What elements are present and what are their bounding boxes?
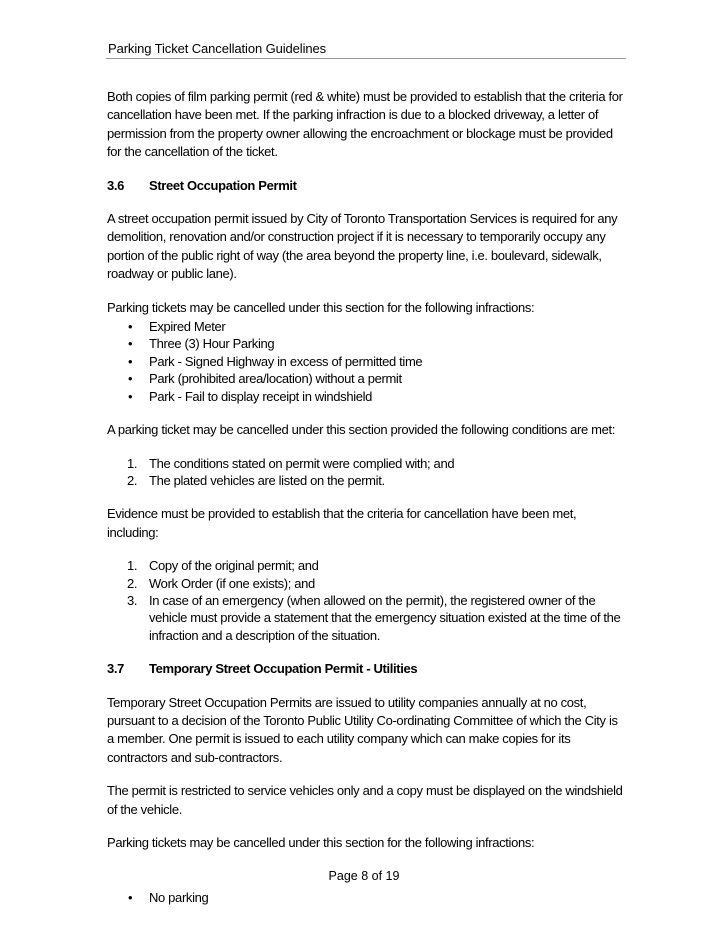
section-3-6-description: A street occupation permit issued by City of Toronto Transportation Services is required for any demolition, renovation and/or construction project if it is necessary to temporarily occupy any portion of the public right of way (the area beyond the property line, i.e. boulevard, sidewalk, roadway or public lane). xyxy=(107,211,618,282)
list-item: • Expired Meter xyxy=(128,319,226,335)
bullet-icon: • xyxy=(128,890,133,906)
list-item: • Park (prohibited area/location) without a permit xyxy=(128,371,402,387)
section-3-6-infractions-intro: Parking tickets may be cancelled under this section for the following infractions: xyxy=(107,299,535,315)
bullet-icon: • xyxy=(128,388,133,404)
list-item: 1. Copy of the original permit; and xyxy=(127,558,319,574)
document-header: Parking Ticket Cancellation Guidelines xyxy=(108,41,327,56)
list-item: • Park - Fail to display receipt in windshield xyxy=(128,388,373,404)
section-number: 3.7 xyxy=(107,661,125,677)
section-3-7-description: Temporary Street Occupation Permits are issued to utility companies annually at no cost, pursuant to a decision of the Toronto Public Utility Co-ordinating Committee of which the City is a member. One permit is issued to each utility company which can make copies for its contractors and sub-contractors. xyxy=(107,694,618,765)
bullet-icon: • xyxy=(128,371,133,387)
list-item: 2. Work Order (if one exists); and xyxy=(127,575,315,591)
intro-paragraph: Both copies of film parking permit (red & white) must be provided to establish that the criteria for cancellation have been met. If the parking infraction is due to a blocked driveway, a letter of permission from the property owner allowing the encroachment or blockage must be provided for the cancellation of the ticket. xyxy=(107,89,623,160)
page-number: Page 8 of 19 xyxy=(328,869,400,883)
section-3-7-heading xyxy=(107,660,625,678)
section-3-6-heading xyxy=(107,177,625,195)
list-item: • No parking xyxy=(128,890,209,906)
section-3-6-conditions-list xyxy=(107,455,625,490)
page-body xyxy=(107,88,625,923)
section-number: 3.6 xyxy=(107,177,125,193)
section-3-6-conditions-intro: A parking ticket may be cancelled under this section provided the following conditions are met: xyxy=(107,422,615,438)
header-divider xyxy=(106,58,626,59)
list-item: 1. The conditions stated on permit were complied with; and xyxy=(127,455,455,471)
section-3-7-infractions-list xyxy=(107,889,625,906)
section-3-6-evidence-intro: Evidence must be provided to establish that the criteria for cancellation have been met, including: xyxy=(107,506,577,540)
bullet-icon: • xyxy=(128,319,133,335)
bullet-icon: • xyxy=(128,336,133,352)
list-item: 3. In case of an emergency (when allowed on the permit), the registered owner of the vehicle must provide a statement that the emergency situation existed at the time of the infraction and a description of the situation. xyxy=(127,592,621,643)
list-item: • Three (3) Hour Parking xyxy=(128,336,275,352)
section-3-6-evidence-list xyxy=(107,557,625,644)
bullet-icon: • xyxy=(128,353,133,369)
section-3-7-restriction: The permit is restricted to service vehicles only and a copy must be displayed on the windshield of the vehicle. xyxy=(107,783,623,817)
section-title: Temporary Street Occupation Permit - Utilities xyxy=(149,661,418,677)
section-3-7-infractions-intro: Parking tickets may be cancelled under this section for the following infractions: xyxy=(107,835,535,850)
list-item: • Park - Signed Highway in excess of permitted time xyxy=(128,353,423,369)
section-title: Street Occupation Permit xyxy=(149,177,297,193)
section-3-6-infractions-list xyxy=(107,318,625,405)
list-item: 2. The plated vehicles are listed on the permit. xyxy=(127,472,385,488)
